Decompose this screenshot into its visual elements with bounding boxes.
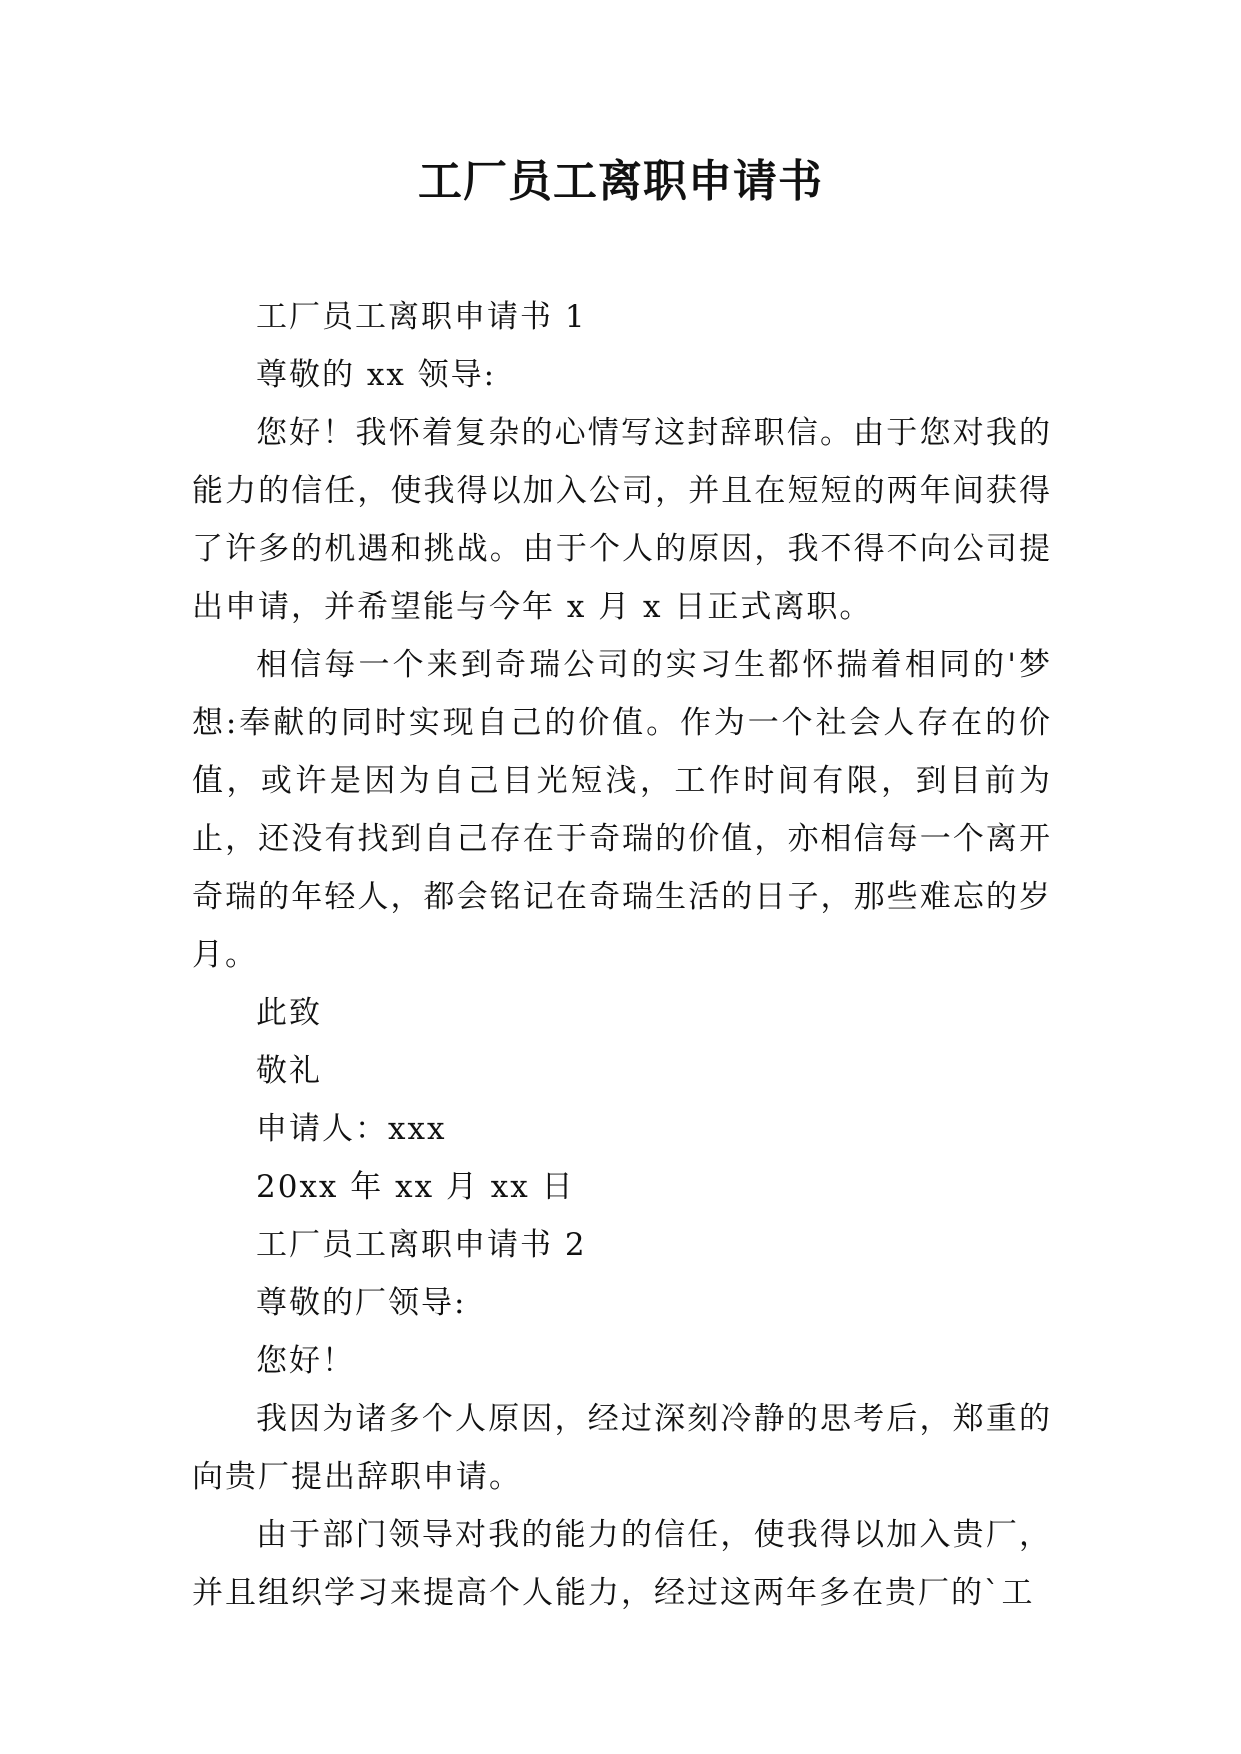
body-paragraph: 由于部门领导对我的能力的信任，使我得以加入贵厂，并且组织学习来提高个人能力，经过这两年多在贵厂的`工: [192, 1517, 1052, 1611]
body-paragraph: 您好！我怀着复杂的心情写这封辞职信。由于您对我的能力的信任，使我得以加入公司，并且在短短的两年间获得了许多的机遇和挑战。由于个人的原因，我不得不向公司提出申请，并希望能与今年 x 月 x 日正式离职。: [192, 415, 1052, 625]
document-title: 工厂员工离职申请书: [418, 156, 823, 207]
salutation-1: 尊敬的 xx 领导:: [256, 357, 497, 393]
date-line: 20xx 年 xx 月 xx 日: [256, 1169, 575, 1205]
section-heading-2: 工厂员工离职申请书 2: [256, 1227, 587, 1263]
body-paragraph: 相信每一个来到奇瑞公司的实习生都怀揣着相同的'梦想:奉献的同时实现自己的价值。作为一个社会人存在的价值，或许是因为自己目光短浅，工作时间有限，到目前为止，还没有找到自己存在于奇瑞的价值，亦相信每一个离开奇瑞的年轻人，都会铭记在奇瑞生活的日子，那些难忘的岁月。: [192, 647, 1052, 973]
closing-line: 敬礼: [256, 1053, 322, 1089]
section-heading-1: 工厂员工离职申请书 1: [256, 299, 587, 335]
document-body: [192, 288, 1052, 1622]
greeting-line: 您好！: [256, 1343, 355, 1379]
salutation-2: 尊敬的厂领导:: [256, 1285, 467, 1321]
closing-line: 此致: [256, 995, 322, 1031]
body-paragraph: 我因为诸多个人原因，经过深刻冷静的思考后，郑重的向贵厂提出辞职申请。: [192, 1401, 1052, 1495]
applicant-line: 申请人：xxx: [256, 1111, 447, 1147]
